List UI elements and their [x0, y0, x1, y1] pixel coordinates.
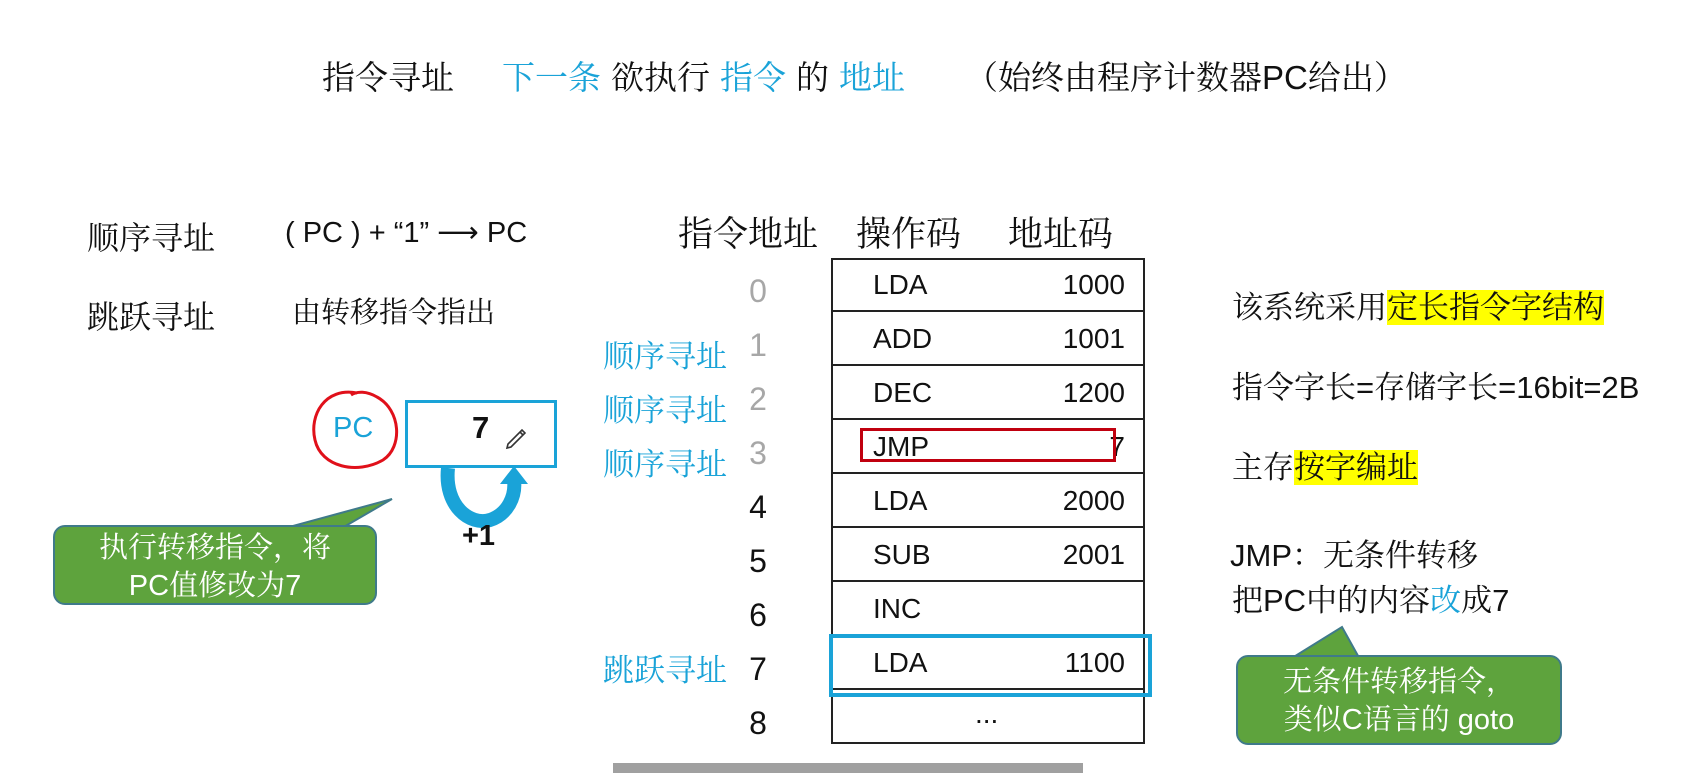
jump-rule-label: 跳跃寻址: [87, 299, 216, 335]
row-index-8: 8: [749, 705, 767, 741]
title-part-2: 下一条: [502, 59, 601, 96]
opcode-cell: DEC: [873, 377, 933, 408]
row-caption-3: 顺序寻址: [603, 447, 727, 482]
note-pc-change: [1232, 575, 1509, 620]
row-caption-7: 跳跃寻址: [603, 653, 727, 688]
title-part-6: 地址: [839, 59, 905, 96]
row-index-5: 5: [749, 543, 767, 579]
sequential-rule-text: ( PC ) + “1” ⟶ PC: [285, 217, 528, 249]
note-word-length: 指令字长=存储字长=16bit=2B: [1232, 370, 1640, 405]
note-fixed-length-highlight: 定长指令字结构: [1387, 290, 1604, 325]
header-instruction-address: 指令地址: [678, 215, 819, 254]
table-row: [833, 476, 1143, 528]
callout-right: [1236, 655, 1562, 745]
table-row: [833, 584, 1143, 636]
address-cell: 1100: [1064, 647, 1125, 678]
callout-left-line-2: PC值修改为7: [128, 570, 302, 602]
opcode-cell: JMP: [873, 431, 929, 462]
callout-right-line-2: 类似C语言的 goto: [1283, 704, 1515, 736]
note-jmp: JMP：无条件转移: [1230, 538, 1478, 573]
row-index-0: 0: [749, 273, 767, 309]
opcode-cell: SUB: [873, 539, 931, 570]
increment-label: +1: [462, 520, 496, 552]
row-caption-1: 顺序寻址: [603, 339, 727, 374]
row-caption-2: 顺序寻址: [603, 393, 727, 428]
page-title: [322, 52, 1407, 99]
pc-label: PC: [333, 412, 374, 444]
note-fixed-length: [1232, 282, 1604, 327]
opcode-cell: ADD: [873, 323, 933, 354]
title-part-4: 指令: [720, 59, 786, 96]
table-row: [833, 530, 1143, 582]
header-address-code: 地址码: [1008, 215, 1114, 254]
pencil-icon: [503, 424, 529, 450]
note-pc-change-prefix: 把PC中的内容: [1232, 583, 1431, 618]
row-index-4: 4: [749, 489, 767, 525]
row-index-1: 1: [749, 327, 767, 363]
address-cell: 2000: [1062, 485, 1125, 516]
row-index-2: 2: [749, 381, 767, 417]
address-cell: 1001: [1062, 323, 1125, 354]
note-pc-change-highlight: 改: [1430, 583, 1462, 618]
title-part-3: 欲执行: [611, 59, 710, 96]
note-addressing: [1232, 442, 1418, 487]
title-part-1: 指令寻址: [322, 59, 454, 96]
callout-left: [53, 525, 377, 605]
note-pc-change-suffix: 成7: [1461, 583, 1510, 618]
note-addressing-highlight: 按字编址: [1294, 450, 1418, 485]
note-addressing-prefix: 主存: [1232, 450, 1294, 485]
table-row: [833, 692, 1143, 744]
address-cell: 1200: [1062, 377, 1125, 408]
opcode-cell: INC: [873, 593, 922, 624]
jump-rule-text: 由转移指令指出: [292, 297, 496, 329]
sequential-rule-label: 顺序寻址: [87, 220, 216, 256]
address-cell: 1000: [1062, 269, 1125, 300]
pc-value: 7: [472, 410, 490, 445]
opcode-cell: LDA: [873, 485, 928, 516]
title-part-7: （始终由程序计数器PC给出）: [965, 59, 1407, 96]
row-index-6: 6: [749, 597, 767, 633]
table-row: [833, 314, 1143, 366]
title-part-5: 的: [796, 59, 829, 96]
opcode-cell: LDA: [873, 647, 928, 678]
header-opcode: 操作码: [856, 215, 962, 254]
ellipsis-cell: ...: [975, 698, 999, 729]
address-cell: 7: [1109, 431, 1125, 462]
bottom-scroll-bar[interactable]: [613, 763, 1083, 773]
jmp-row-highlight: [860, 428, 1116, 462]
jump-target-highlight: [829, 634, 1152, 697]
opcode-cell: LDA: [873, 269, 928, 300]
address-cell: 2001: [1062, 539, 1125, 570]
table-row: [833, 368, 1143, 420]
callout-left-line-1: 执行转移指令，将: [98, 532, 331, 564]
table-row: [833, 260, 1143, 312]
callout-right-line-1: 无条件转移指令，: [1282, 666, 1515, 698]
row-index-7: 7: [749, 651, 767, 687]
row-index-3: 3: [749, 435, 767, 471]
note-fixed-length-prefix: 该系统采用: [1232, 290, 1387, 325]
